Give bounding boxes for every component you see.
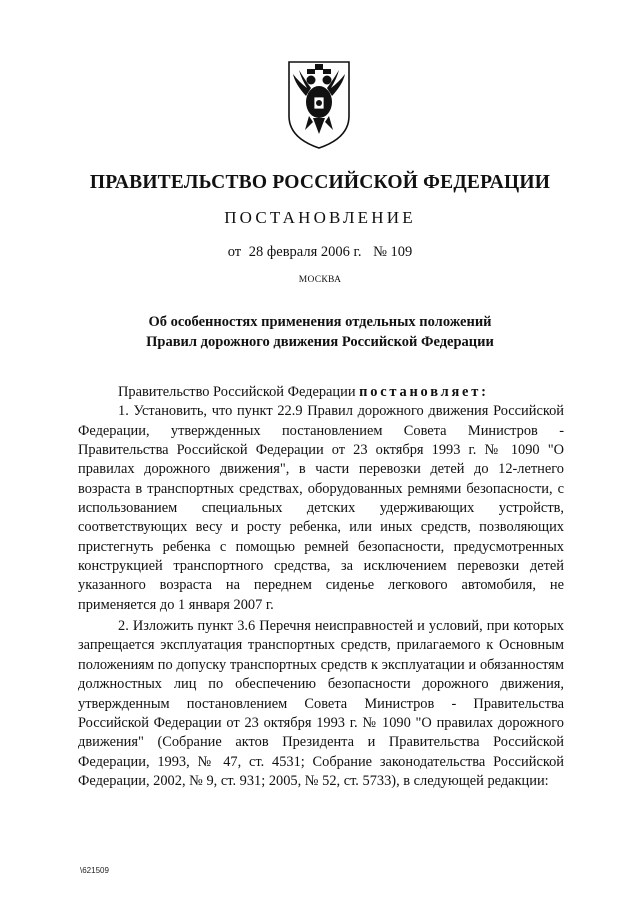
document-date: 28 февраля 2006 г. bbox=[248, 244, 362, 260]
organization-title: ПРАВИТЕЛЬСТВО РОССИЙСКОЙ ФЕДЕРАЦИИ bbox=[89, 172, 551, 193]
preamble-text: Правительство Российской Федерации bbox=[118, 384, 356, 400]
paragraph-1: 1. Установить, что пункт 22.9 Правил дорожного движения Российской Федерации, утвержденных постановлением Совета Министров - Правительства Российской Федерации от 23 октября 1993 г. № 1090 "О правилах дорожного движения", в части перевозки детей до 12-летнего возраста в транспортных средствах, оборудованных ремнями безопасности, с использованием специальных детских удерживающих устройств, соответствующих весу и росту ребенка, или иных средств, позволяющих пристегнуть ребенка с помощью ремней безопасности, предусмотренных конструкцией транспортного средства, за исключением перевозки детей указанного возраста на переднем сиденье легкового автомобиля, не применяется до 1 января 2007 г. bbox=[78, 403, 564, 613]
russian-coat-of-arms-icon bbox=[285, 58, 353, 150]
paragraph-2: 2. Изложить пункт 3.6 Перечня неисправностей и условий, при которых запрещается эксплуатация транспортных средств, прилагаемого к Основным положениям по допуску транспортных средств к эксплуатации и обязанностям должностных лиц по обеспечению безопасности дорожного движения, утвержденным постановлением Совета Министров - Правительства Российской Федерации от 23 октября 1993 г. № 1090 "О правилах дорожного движения" (Собрание актов Президента и Правительства Российской Федерации, 1993, № 47, ст. 4531; Собрание законодательства Российской Федерации, 2002, № 9, ст. 931; 2005, № 52, ст. 5733), в следующей редакции: bbox=[78, 618, 564, 789]
document-type: ПОСТАНОВЛЕНИЕ bbox=[224, 208, 416, 227]
document-number: № 109 bbox=[373, 244, 413, 260]
city: МОСКВА bbox=[298, 275, 342, 285]
subject-line-2: Правил дорожного движения Российской Федерации bbox=[146, 334, 494, 350]
document-body bbox=[78, 383, 564, 791]
date-prefix: от bbox=[227, 244, 242, 260]
decree-word: постановляет: bbox=[359, 384, 489, 400]
subject-line-1: Об особенностях применения отдельных положений bbox=[148, 314, 492, 330]
preamble bbox=[78, 383, 564, 402]
footer-code: \621509 bbox=[80, 866, 109, 875]
date-line bbox=[0, 244, 640, 261]
document-subject bbox=[0, 312, 640, 352]
